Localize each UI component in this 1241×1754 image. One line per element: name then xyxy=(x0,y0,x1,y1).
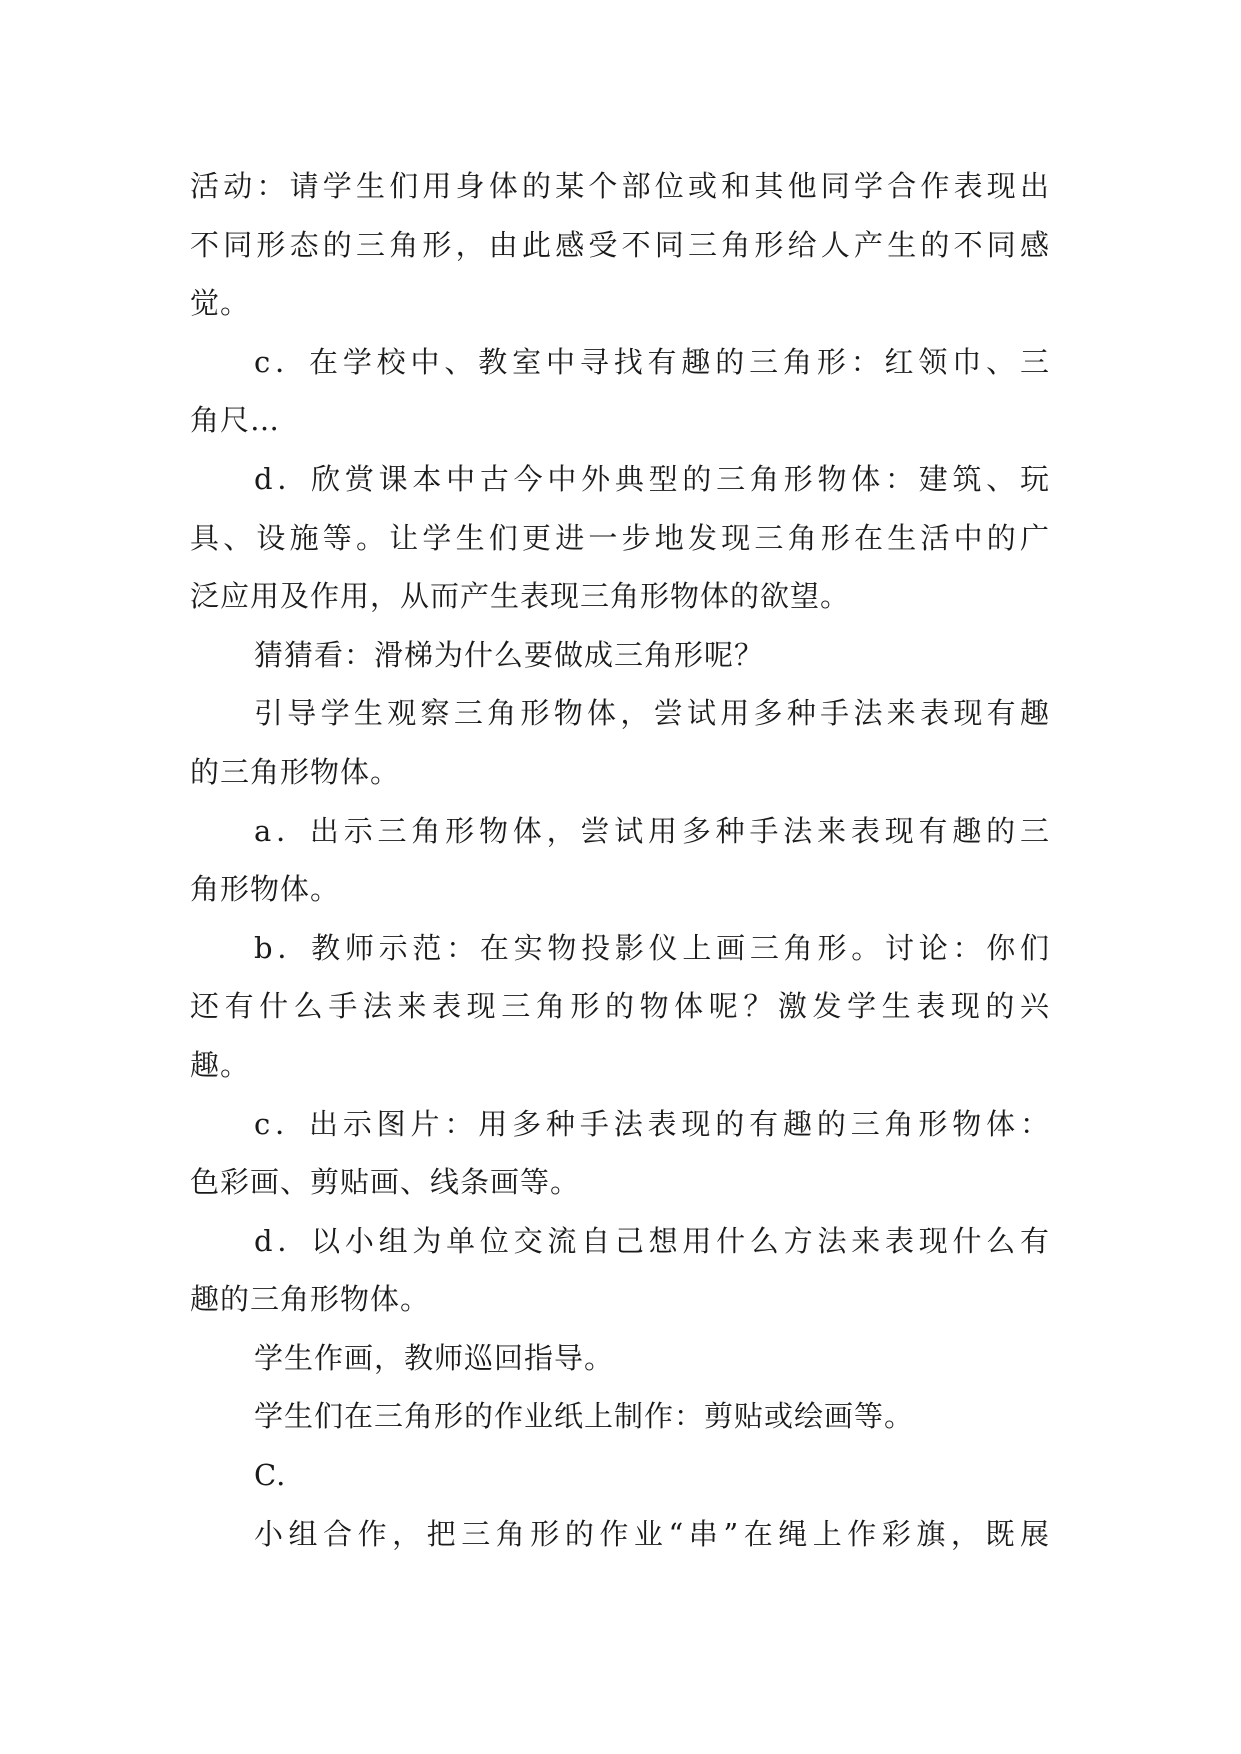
text-line: 泛应用及作用，从而产生表现三角形物体的欲望。 xyxy=(190,579,851,614)
text-line: 学生们在三角形的作业纸上制作：剪贴或绘画等。 xyxy=(254,1399,915,1434)
text-line: 学生作画，教师巡回指导。 xyxy=(254,1340,615,1375)
text-line: 色彩画、剪贴画、线条画等。 xyxy=(190,1165,581,1200)
text-line: 活动：请学生们用身体的某个部位或和其他同学合作表现出 xyxy=(190,169,1050,203)
text-line: c．在学校中、教室中寻找有趣的三角形：红领巾、三 xyxy=(254,344,1050,379)
text-line: 小组合作，把三角形的作业“串”在绳上作彩旗，既展 xyxy=(254,1516,1050,1551)
text-line: 趣的三角形物体。 xyxy=(190,1282,431,1317)
text-line: 趣。 xyxy=(190,1047,251,1082)
text-line: 的三角形物体。 xyxy=(190,754,401,789)
text-line: b．教师示范：在实物投影仪上画三角形。讨论：你们 xyxy=(254,930,1050,965)
text-line: 还有什么手法来表现三角形的物体呢？激发学生表现的兴 xyxy=(190,989,1050,1024)
text-line: 不同形态的三角形，由此感受不同三角形给人产生的不同感 xyxy=(190,227,1050,262)
text-line: 猜猜看：滑梯为什么要做成三角形呢？ xyxy=(254,637,765,672)
text-line: C. xyxy=(254,1458,287,1493)
text-line: 角形物体。 xyxy=(190,872,341,907)
text-line: d．以小组为单位交流自己想用什么方法来表现什么有 xyxy=(254,1223,1050,1258)
text-line: 角尺… xyxy=(190,403,281,438)
text-line: d．欣赏课本中古今中外典型的三角形物体：建筑、玩 xyxy=(254,461,1050,496)
text-line: 觉。 xyxy=(190,286,251,321)
text-line: 引导学生观察三角形物体，尝试用多种手法来表现有趣 xyxy=(254,696,1050,731)
document-body xyxy=(190,157,1050,1563)
text-line: a．出示三角形物体，尝试用多种手法来表现有趣的三 xyxy=(254,813,1050,848)
text-line: c．出示图片：用多种手法表现的有趣的三角形物体： xyxy=(254,1106,1050,1141)
text-line: 具、设施等。让学生们更进一步地发现三角形在生活中的广 xyxy=(190,520,1050,555)
